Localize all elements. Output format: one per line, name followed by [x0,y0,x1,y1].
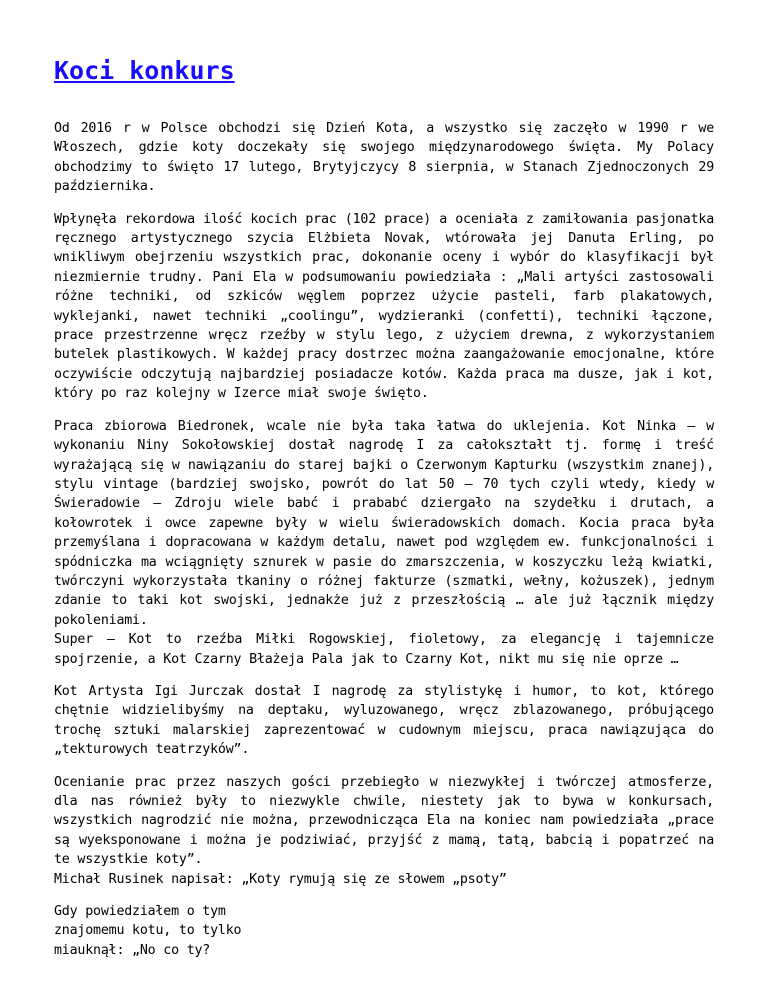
paragraph-kot-artysta: Kot Artysta Igi Jurczak dostał I nagrodę za stylistykę i humor, to kot, którego chętnie widzielibyśmy na deptaku, wyluzowanego, wręcz zblazowanego, próbującego trochę sztuki malarskiej zaprezentować w cudownym miejscu, praca nawiązująca do „tekturowych teatrzyków”. [54,683,714,758]
article-body [54,119,714,960]
poem-line: miauknął: „No co ty? [54,942,211,958]
paragraph-judging: Wpłynęła rekordowa ilość kocich prac (102 prace) a oceniała z zamiłowania pasjonatka ręcznego artystycznego szycia Elżbieta Novak, wtórowała jej Danuta Erling, po wnikliwym obejrzeniu wszystkich prac, dokonanie oceny i wybór do klasyfikacji był niezmiernie trudny. Pani Ela w podsumowaniu powiedziała : „Mali artyści zastosowali różne techniki, od szkiców węglem poprzez użycie pasteli, farb plakatowych, wyklejanki, nawet techniki „coolingu”, wydzieranki (confetti), techniki łączone, prace przestrzenne wręcz rzeźby w stylu lego, z użyciem drewna, z wykorzystaniem butelek plastikowych. W każdej pracy dostrzec można zaangażowanie emocjonalne, które oczywiście odczytują najbardziej posiadacze kotów. Każda praca ma dusze, jak i kot, który po raz kolejny w Izerce miał swoje święto. [54,211,714,402]
page-title [54,56,714,86]
paragraph-rusinek: Michał Rusinek napisał: „Koty rymują się ze słowem „psoty” [54,871,507,887]
paragraph-biedronki: Praca zbiorowa Biedronek, wcale nie była taka łatwa do uklejenia. Kot Ninka – w wykonaniu Niny Sokołowskiej dostał nagrodę I za całokształt tj. formę i treść wyrażającą się w nawiązaniu do starej bajki o Czerwonym Kapturku (wszystkim znanej), stylu vintage (bardziej swojsko, powrót do lat 50 – 70 tych czyli wtedy, kiedy w Świeradowie – Zdroju wiele babć i prababć dziergało na szydełku i drutach, a kołowrotek i owce zapewne były w wielu świeradowskich domach. Kocia praca była przemyślana i dopracowana w każdym detalu, nawet pod względem ew. funkcjonalności i spódniczka ma wciągnięty sznurek w pasie do zmarszczenia, w koszyczku leżą kwiatki, twórczyni wykorzystała tkaniny o różnej fakturze (szmatki, wełny, kożuszek), jednym zdanie to taki kot swojski, jednakże już z przeszłością … ale już łącznik między pokoleniami. [54,418,714,628]
article [54,56,714,973]
paragraph-super-kot: Super – Kot to rzeźba Miłki Rogowskiej, fioletowy, za elegancję i tajemnicze spojrzenie, a Kot Czarny Błażeja Pala jak to Czarny Kot, nikt mu się nie oprze … [54,632,714,667]
paragraph-intro: Od 2016 r w Polsce obchodzi się Dzień Kota, a wszystko się zaczęło w 1990 r we Włoszech, gdzie koty doczekały się swojego międzynarodowego święta. My Polacy obchodzimy to święto 17 lutego, Brytyjczycy 8 sierpnia, w Stanach Zjednoczonych 29 października. [54,121,714,195]
title-link[interactable]: Koci konkurs [54,56,235,85]
poem [54,902,714,960]
poem-line: Gdy powiedziałem o tym [54,904,226,920]
paragraph-atmosphere: Ocenianie prac przez naszych gości przebiegło w niezwykłej i twórczej atmosferze, dla nas również były to niezwykle chwile, niestety jak to bywa w konkursach, wszystkich nagrodzić nie można, przewodnicząca Ela na koniec nam powiedziała „prace są wyeksponowane i można je podziwiać, przyjść z mamą, tatą, babcią i popatrzeć na te wszystkie koty”. [54,774,714,868]
poem-line: znajomemu kotu, to tylko [54,923,242,939]
